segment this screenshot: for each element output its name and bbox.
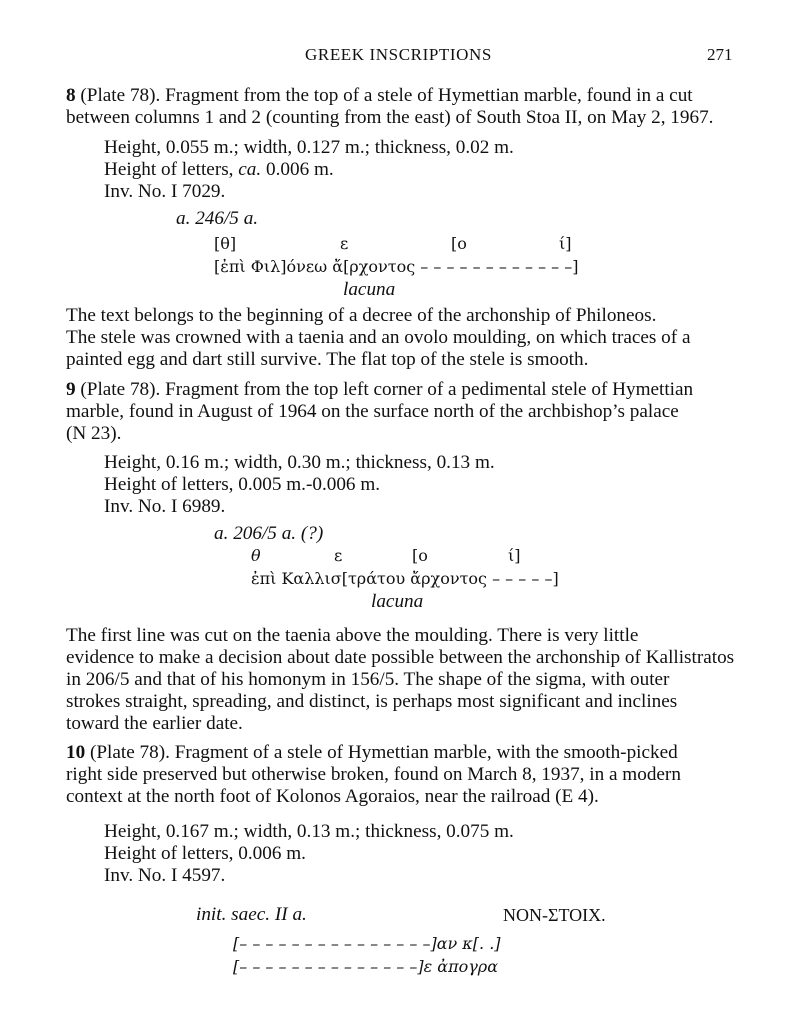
entry-9-number: 9 bbox=[66, 379, 76, 400]
entry-8-intro bbox=[66, 85, 737, 129]
entry-8-date: a. 246/5 a. bbox=[176, 208, 259, 229]
entry-9-commentary-line: evidence to make a decision about date possible between the archonship of Kallistratos bbox=[66, 647, 735, 668]
entry-8-text-line-1d: ί] bbox=[559, 234, 572, 253]
page-number: 271 bbox=[707, 45, 733, 64]
entry-9-text-line-2: ἐπὶ Καλλισ[τράτου ἄρχοντος – – – – –] bbox=[251, 569, 559, 588]
entry-9-text-line-1a: θ bbox=[251, 546, 261, 565]
entry-8-lacuna: lacuna bbox=[343, 279, 396, 300]
entry-10-letter-height: Height of letters, 0.006 m. bbox=[104, 843, 306, 864]
entry-9-meta bbox=[104, 452, 495, 518]
entry-8-text-line-1a: [θ] bbox=[214, 234, 237, 253]
entry-10-intro-line-1: 10 (Plate 78). Fragment of a stele of Hymettian marble, with the smooth-picked bbox=[66, 742, 678, 763]
entry-9-commentary bbox=[66, 625, 737, 735]
entry-8-text-line-2: [ἐπὶ Φιλ]όνεω ἄ[ρχοντος – – – – – – – – – – – –] bbox=[214, 257, 579, 276]
entry-10-meta bbox=[104, 821, 514, 887]
entry-9-text-line-1d: ί] bbox=[508, 546, 521, 565]
entry-8-commentary-line: The text belongs to the beginning of a decree of the archonship of Philoneos. bbox=[66, 305, 657, 326]
entry-9-text-line-1b: ε bbox=[334, 546, 343, 565]
entry-8-text-line-1b: ε bbox=[340, 234, 349, 253]
entry-8-commentary-line: The stele was crowned with a taenia and an ovolo moulding, on which traces of a bbox=[66, 327, 691, 348]
entry-10-inventory: Inv. No. I 4597. bbox=[104, 865, 226, 886]
entry-8-number: 8 bbox=[66, 85, 76, 106]
entry-9-commentary-line: toward the earlier date. bbox=[66, 713, 243, 734]
entry-8-intro-line-2: between columns 1 and 2 (counting from the east) of South Stoa II, on May 2, 1967. bbox=[66, 107, 714, 128]
entry-10-text-line-1: [– – – – – – – – – – – – – – –]αν κ[. .] bbox=[233, 934, 501, 953]
entry-8-intro-line-1: 8 (Plate 78). Fragment from the top of a stele of Hymettian marble, found in a cut bbox=[66, 85, 693, 106]
entry-8-letter-height: Height of letters, ca. 0.006 m. bbox=[104, 159, 334, 180]
entry-9-date: a. 206/5 a. (?) bbox=[214, 523, 324, 544]
entry-9-intro-line-3: (N 23). bbox=[66, 423, 122, 444]
entry-10-text-line-2: [– – – – – – – – – – – – – –]ε ἀπογρα bbox=[233, 957, 498, 976]
entry-10-intro bbox=[66, 742, 737, 808]
entry-10-date: init. saec. II a. bbox=[196, 904, 307, 925]
entry-8-text-line-1c: [ο bbox=[451, 234, 467, 253]
entry-8-commentary bbox=[66, 305, 737, 371]
entry-10-style: NON-ΣΤΟΙΧ. bbox=[503, 905, 606, 925]
entry-8-dimensions: Height, 0.055 m.; width, 0.127 m.; thickness, 0.02 m. bbox=[104, 137, 514, 158]
entry-9-intro-line-1: 9 (Plate 78). Fragment from the top left corner of a pedimental stele of Hymettian bbox=[66, 379, 694, 400]
entry-9-inventory: Inv. No. I 6989. bbox=[104, 496, 226, 517]
entry-10-intro-line-2: right side preserved but otherwise broken, found on March 8, 1937, in a modern bbox=[66, 764, 681, 785]
entry-9-intro bbox=[66, 379, 737, 445]
entry-9-commentary-line: strokes straight, spreading, and distinct, is perhaps most significant and inclines bbox=[66, 691, 678, 712]
entry-8-meta bbox=[104, 137, 514, 203]
entry-9-commentary-line: in 206/5 and that of his homonym in 156/5. The shape of the sigma, with outer bbox=[66, 669, 670, 690]
entry-10-intro-line-3: context at the north foot of Kolonos Agoraios, near the railroad (E 4). bbox=[66, 786, 599, 807]
entry-9-dimensions: Height, 0.16 m.; width, 0.30 m.; thickness, 0.13 m. bbox=[104, 452, 495, 473]
entry-9-intro-line-2: marble, found in August of 1964 on the surface north of the archbishop’s palace bbox=[66, 401, 679, 422]
entry-9-letter-height: Height of letters, 0.005 m.-0.006 m. bbox=[104, 474, 381, 495]
entry-10-dimensions: Height, 0.167 m.; width, 0.13 m.; thickness, 0.075 m. bbox=[104, 821, 514, 842]
entry-9-commentary-line: The first line was cut on the taenia above the moulding. There is very little bbox=[66, 625, 639, 646]
entry-9-lacuna: lacuna bbox=[371, 591, 424, 612]
entry-9-text-line-1c: [ο bbox=[412, 546, 428, 565]
running-head: GREEK INSCRIPTIONS bbox=[305, 45, 492, 64]
entry-10-number: 10 bbox=[66, 742, 86, 763]
entry-8-commentary-line: painted egg and dart still survive. The flat top of the stele is smooth. bbox=[66, 349, 589, 370]
entry-8-inventory: Inv. No. I 7029. bbox=[104, 181, 226, 202]
